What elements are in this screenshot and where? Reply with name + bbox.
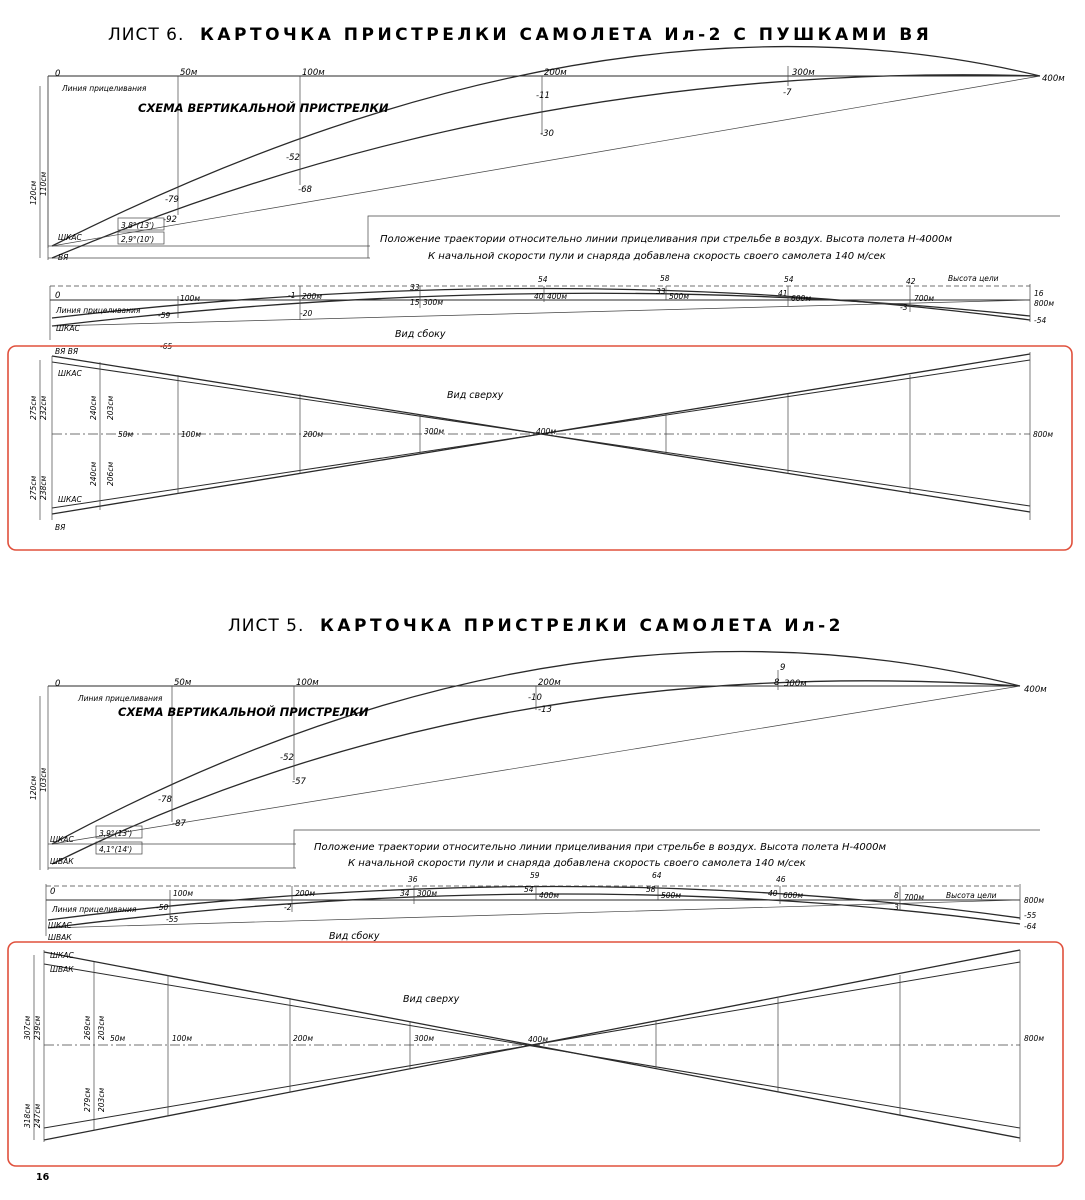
gun-label-shkas-5: ШКАС: [50, 835, 74, 844]
top-range-300-5: 300м: [414, 1034, 434, 1043]
range-label-200-5: 200м: [538, 678, 561, 688]
value-68: -68: [298, 185, 312, 195]
range-label-300: 300м: [792, 68, 815, 78]
sheet6-note-1: Положение траектории относительно линии прицеливания при стрельбе в воздух. Высота полета Н-4000м: [380, 234, 953, 245]
value-52-5: -52: [280, 753, 294, 763]
top-inner-203a-5: 203см: [97, 1015, 106, 1040]
side-value-65: -65: [160, 342, 173, 351]
side-value-50-5: -50: [156, 903, 169, 912]
top-gun1-5: ШКАС: [50, 951, 74, 960]
side-range-400-5: 400м: [539, 891, 559, 900]
side-value-54-5: 54: [524, 885, 534, 894]
top-inner-203: 203см: [106, 395, 115, 420]
side-range-700: 700м: [914, 294, 934, 303]
top-dim-247-5: 247см: [33, 1103, 42, 1128]
range-label-400: 400м: [1042, 74, 1065, 84]
top-range-50-5: 50м: [110, 1034, 126, 1043]
side-value-36-5: 36: [408, 875, 418, 884]
side-origin-5: 0: [50, 887, 56, 897]
side-value-54a: 54: [538, 275, 548, 284]
value-79: -79: [165, 195, 179, 205]
top-gun1-upper: ШКАС: [58, 369, 82, 378]
value-57-5: -57: [292, 777, 306, 787]
side-bore-line: [52, 300, 1030, 326]
side-gun-label: ШКАС: [56, 324, 80, 333]
side-value-40-5: 40: [768, 889, 778, 898]
side-value-3: -3: [900, 303, 908, 312]
value-87-5: -87: [172, 819, 186, 829]
side-value-46-5: 46: [776, 875, 786, 884]
sheet6-side-view: [50, 274, 1054, 351]
angle-label-2-5: 4,1°(14'): [99, 845, 133, 854]
gun-label-shkas: ШКАС: [58, 233, 82, 242]
top-range-800-5: 800м: [1024, 1034, 1044, 1043]
top-dim-307-5: 307см: [23, 1015, 32, 1040]
side-value-1: -1: [288, 291, 296, 300]
side-range-500: 500м: [669, 292, 689, 301]
side-value-58-5: 58: [646, 885, 656, 894]
value-30: -30: [540, 129, 554, 139]
top-gun-header: ВЯ ВЯ: [55, 347, 79, 356]
aim-line-label: Линия прицеливания: [62, 84, 147, 93]
side-value-59-5: 59: [530, 871, 540, 880]
side-range-200-5: 200м: [295, 889, 315, 898]
origin-label: 0: [55, 69, 61, 79]
value-78-5: -78: [158, 795, 172, 805]
side-value-55b-5: -55: [1024, 911, 1037, 920]
scheme-header: СХЕМА ВЕРТИКАЛЬНОЙ ПРИСТРЕЛКИ: [138, 101, 389, 115]
value-7: -7: [783, 88, 792, 98]
side-value-2-5: -2: [284, 903, 292, 912]
sheet5-top-view: [8, 942, 1063, 1166]
sheet6-vertical-scheme: [29, 47, 1065, 262]
side-value-54b: 54: [784, 275, 794, 284]
top-caption: Вид сверху: [447, 390, 504, 401]
side-target-height-5: Высота цели: [946, 891, 997, 900]
top-dim-232: 232см: [39, 395, 48, 420]
side-range-500-5: 500м: [661, 891, 681, 900]
sheet-6: [8, 25, 1072, 550]
sheet5-title-prefix: ЛИСТ 5.: [228, 616, 305, 636]
gun-label-shvak-5: ШВАК: [50, 857, 74, 866]
top-gun1-lower: ШКАС: [58, 495, 82, 504]
top-gun2-5: ШВАК: [50, 965, 74, 974]
value-13-5: -13: [538, 705, 552, 715]
range-label-50-5: 50м: [174, 678, 192, 688]
dim-120: 120см: [29, 180, 38, 205]
top-range-200-5: 200м: [293, 1034, 313, 1043]
angle-label-1-5: 3,9°(13'): [99, 829, 133, 838]
side-range-600: 600м: [791, 294, 811, 303]
side-range-600-5: 600м: [783, 891, 803, 900]
side-range-300-5: 300м: [417, 889, 437, 898]
side-value-8-5: 8: [894, 891, 899, 900]
side-value-55a-5: -55: [166, 915, 179, 924]
side-range-100: 100м: [180, 294, 200, 303]
top-dim-275b: 275см: [29, 475, 38, 500]
value-92: -92: [163, 215, 177, 225]
top-dim-275a: 275см: [29, 395, 38, 420]
side-caption: Вид сбоку: [395, 329, 446, 340]
top-inner-203b-5: 203см: [97, 1087, 106, 1112]
sheet6-note-2: К начальной скорости пули и снаряда добавлена скорость своего самолета 140 м/сек: [428, 251, 886, 262]
side-value-33a: 33: [410, 283, 420, 292]
side-range-100-5: 100м: [173, 889, 193, 898]
side-gun1-label-5: ШКАС: [48, 921, 72, 930]
side-range-400: 400м: [547, 292, 567, 301]
top-range-50: 50м: [118, 430, 134, 439]
top-inner-240b: 240см: [89, 461, 98, 486]
side-value-20: -20: [300, 309, 313, 318]
sheet5-vertical-scheme: [29, 651, 1047, 870]
side-trajectory-1-5: [48, 886, 1020, 920]
origin-label-5: 0: [55, 679, 61, 689]
sheet6-top-view: [8, 346, 1072, 550]
range-label-300-5: 300м: [784, 679, 807, 689]
sheet5-title: КАРТОЧКА ПРИСТРЕЛКИ САМОЛЕТА Ил-2: [320, 616, 844, 636]
range-label-200: 200м: [544, 68, 567, 78]
top-range-400: 400м: [536, 427, 556, 436]
angle-label-1: 3,8°(13'): [121, 221, 155, 230]
gun-label-vya: ВЯ: [58, 253, 69, 262]
top-range-300: 300м: [424, 427, 444, 436]
side-value-16: 16: [1034, 289, 1044, 298]
range-label-100: 100м: [302, 68, 325, 78]
top-range-200: 200м: [303, 430, 323, 439]
top-range-800: 800м: [1033, 430, 1053, 439]
top-range-100-5: 100м: [172, 1034, 192, 1043]
side-range-200: 200м: [302, 292, 322, 301]
aim-line-label-5: Линия прицеливания: [78, 694, 163, 703]
side-value-3-5: 3: [894, 903, 899, 912]
side-caption-5: Вид сбоку: [329, 931, 380, 942]
sheet5-note-2: К начальной скорости пули и снаряда добавлена скорость своего самолета 140 м/сек: [348, 858, 806, 869]
side-range-800-5: 800м: [1024, 896, 1044, 905]
side-value-59: -59: [158, 311, 171, 320]
side-value-15: 15: [410, 298, 420, 307]
side-value-40: 40: [534, 292, 544, 301]
side-aim-label: Линия прицеливания: [56, 306, 141, 315]
top-dim-238: 238см: [39, 475, 48, 500]
value-9-5: 9: [780, 663, 786, 673]
side-value-42: 42: [906, 277, 916, 286]
top-inner-206: 206см: [106, 461, 115, 486]
side-aim-label-5: Линия прицеливания: [52, 905, 137, 914]
value-52: -52: [286, 153, 300, 163]
top-dim-239-5: 239см: [33, 1015, 42, 1040]
scheme-header-5: СХЕМА ВЕРТИКАЛЬНОЙ ПРИСТРЕЛКИ: [118, 705, 369, 719]
range-label-400-5: 400м: [1024, 685, 1047, 695]
top-dim-318-5: 318см: [23, 1103, 32, 1128]
angle-label-2: 2,9°(10'): [121, 235, 155, 244]
value-8-5: 8: [774, 678, 780, 688]
top-inner-240a: 240см: [89, 395, 98, 420]
range-label-50: 50м: [180, 68, 198, 78]
side-value-64b-5: -64: [1024, 922, 1037, 931]
sheet6-title: КАРТОЧКА ПРИСТРЕЛКИ САМОЛЕТА Ил-2 С ПУШКАМИ ВЯ: [200, 25, 933, 45]
side-target-height: Высота цели: [948, 274, 999, 283]
range-label-100-5: 100м: [296, 678, 319, 688]
top-view-highlight: [8, 346, 1072, 550]
dim-110: 110см: [39, 171, 48, 196]
sheet5-note-1: Положение траектории относительно линии прицеливания при стрельбе в воздух. Высота полета Н-4000м: [314, 842, 887, 853]
page-number: 16: [36, 1172, 50, 1183]
value-10-5: -10: [528, 693, 542, 703]
side-range-300: 300м: [423, 298, 443, 307]
side-gun2-label-5: ШВАК: [48, 933, 72, 942]
top-caption-5: Вид сверху: [403, 994, 460, 1005]
value-11: -11: [536, 91, 550, 101]
top-range-400-5: 400м: [528, 1035, 548, 1044]
sheet-5: [8, 616, 1063, 1166]
top-range-100: 100м: [181, 430, 201, 439]
side-origin: 0: [55, 291, 61, 301]
top-inner-279-5: 279см: [83, 1087, 92, 1112]
side-value-58: 58: [660, 274, 670, 283]
side-value-34-5: 34: [400, 889, 410, 898]
sheet5-side-view: [46, 871, 1044, 942]
top-gun2-lower: ВЯ: [55, 523, 66, 532]
side-range-700-5: 700м: [904, 893, 924, 902]
top-inner-269-5: 269см: [83, 1015, 92, 1040]
side-range-800: 800м: [1034, 299, 1054, 308]
side-value-41: 41: [778, 289, 788, 298]
side-value-54c: -54: [1034, 316, 1047, 325]
dim-103-5: 103см: [39, 767, 48, 792]
side-value-64a-5: 64: [652, 871, 662, 880]
sheet6-title-prefix: ЛИСТ 6.: [108, 25, 185, 45]
side-value-33b: 33: [656, 287, 666, 296]
side-trajectory-2-5: [48, 894, 1020, 928]
dim-120-5: 120см: [29, 775, 38, 800]
